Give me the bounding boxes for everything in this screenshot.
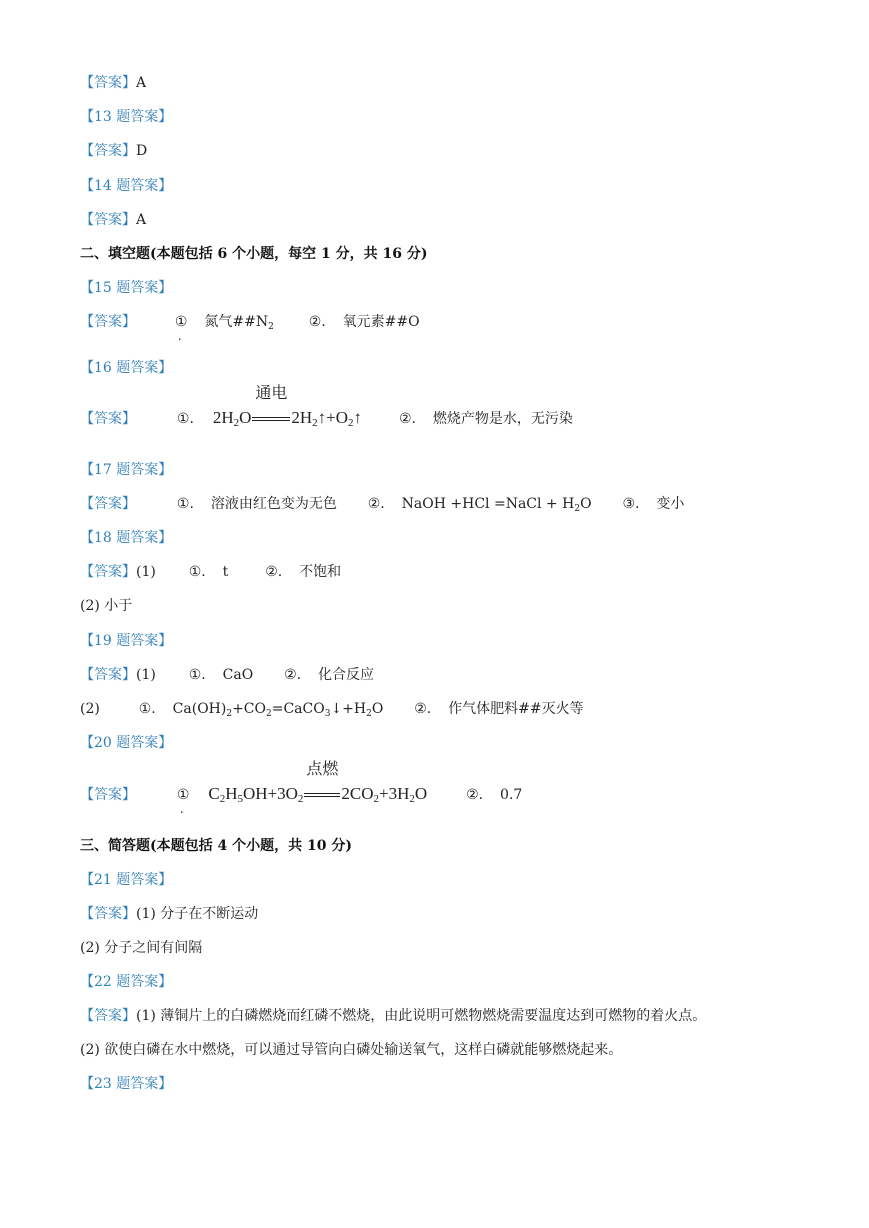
answer-part: 燃烧产物是水，无污染 — [432, 411, 573, 427]
item-marker: ①. — [176, 411, 194, 427]
question-tag: 【21 题答案】 — [80, 872, 173, 888]
answer-18-part-2 — [80, 596, 132, 616]
answer-part: CaO — [222, 667, 254, 683]
sub-question-number: (1) — [136, 667, 156, 683]
question-21-heading — [80, 870, 172, 890]
chemical-equation: $C_2H_5OH+3O_2$ 点燃 $2CO_2+3H_2O$ — [208, 761, 428, 805]
answer-part: t — [222, 564, 229, 580]
answer-text: (1) 分子在不断运动 — [136, 906, 259, 922]
question-19-heading — [80, 631, 172, 651]
question-16-heading — [80, 358, 172, 378]
answer-tag: 【答案】 — [80, 787, 136, 803]
answer-part: 化合反应 — [318, 667, 375, 683]
answer-part: 不饱和 — [299, 564, 342, 580]
question-tag: 【17 题答案】 — [80, 462, 173, 478]
item-marker: ②. — [414, 701, 432, 717]
question-14-heading — [80, 176, 172, 196]
answer-13 — [80, 141, 147, 161]
answer-tag: 【答案】 — [80, 212, 136, 228]
item-marker: ②. — [398, 411, 416, 427]
question-18-heading — [80, 528, 172, 548]
answer-tag: 【答案】 — [80, 411, 136, 427]
question-tag: 【18 题答案】 — [80, 530, 173, 546]
answer-text: A — [136, 212, 147, 228]
answer-text: D — [136, 143, 148, 159]
answer-text: (1) 薄铜片上的白磷燃烧而红磷不燃烧，由此说明可燃物燃烧需要温度达到可燃物的着火点。 — [136, 1008, 707, 1024]
reaction-condition: 通电 — [255, 385, 288, 402]
subscript: 2 — [574, 504, 581, 514]
question-tag: 【19 题答案】 — [80, 633, 173, 649]
answer-21-part-2 — [80, 938, 202, 958]
item-marker: ①. — [188, 564, 206, 580]
answer-tag: 【答案】 — [80, 75, 136, 91]
answer-part: 氧元素##O — [342, 314, 420, 330]
item-marker: ②. — [284, 667, 302, 683]
question-tag: 【15 题答案】 — [80, 280, 173, 296]
item-marker: ① . — [177, 787, 190, 803]
answer-15 — [80, 312, 420, 332]
answer-20 — [80, 761, 523, 805]
answer-part: 作气体肥料##灭火等 — [448, 701, 584, 717]
question-20-heading — [80, 733, 172, 753]
section-title: 三、简答题(本题包括 4 个小题，共 10 分) — [80, 838, 352, 854]
answer-tag: 【答案】 — [80, 314, 136, 330]
answer-part: NaOH +HCl =NaCl + H — [401, 496, 575, 512]
answer-17: 【答案】 ①. 溶液由红色变为无色 ②. NaOH +HCl =NaCl + $H_2O$ ③. 变小 — [80, 496, 685, 514]
question-tag: 【22 题答案】 — [80, 974, 173, 990]
section-title: 二、填空题(本题包括 6 个小题，每空 1 分，共 16 分) — [80, 246, 428, 262]
question-23-heading — [80, 1074, 172, 1094]
question-tag: 【20 题答案】 — [80, 735, 173, 751]
answer-22-part-2 — [80, 1040, 622, 1060]
answer-tag: 【答案】 — [80, 496, 136, 512]
reaction-arrow — [252, 385, 290, 428]
answer-text: (2) 欲使白磷在水中燃烧，可以通过导管向白磷处输送氧气，这样白磷就能够燃烧起来。 — [80, 1042, 623, 1058]
answer-part: 溶液由红色变为无色 — [210, 496, 337, 512]
question-17-heading — [80, 460, 172, 480]
answer-tag: 【答案】 — [80, 143, 136, 159]
answer-22 — [80, 1006, 706, 1026]
question-tag: 【13 题答案】 — [80, 109, 173, 125]
reaction-condition: 点燃 — [306, 761, 339, 778]
answer-tag: 【答案】 — [80, 564, 136, 580]
question-15-heading — [80, 278, 172, 298]
chemical-equation: $2H_2O$ 通电 $2H_2↑+O_2↑$ — [212, 385, 363, 429]
reaction-arrow — [304, 761, 340, 804]
item-marker: ②. — [367, 496, 385, 512]
item-marker: ③. — [622, 496, 640, 512]
answer-19-part-2 — [80, 699, 584, 719]
answer-19 — [80, 665, 374, 685]
answer-part: 0.7 — [500, 787, 523, 803]
question-tag: 【16 题答案】 — [80, 360, 173, 376]
item-marker: ①. — [188, 667, 206, 683]
item-marker: ①. — [138, 701, 156, 717]
answer-text: (2) 小于 — [80, 598, 133, 614]
question-22-heading — [80, 972, 172, 992]
answer-tag: 【答案】 — [80, 1008, 136, 1024]
answer-16 — [80, 385, 573, 429]
answer-tag: 【答案】 — [80, 667, 136, 683]
chemical-equation: $Ca(OH)_2+CO_2=CaCO_3↓+H_2O$ — [172, 701, 384, 719]
answer-text: (2) 分子之间有间隔 — [80, 940, 203, 956]
section-3-heading — [80, 836, 352, 856]
answer-part: 变小 — [656, 496, 685, 512]
answer-18 — [80, 562, 341, 582]
item-marker: ①. — [176, 496, 194, 512]
item-marker: ②. — [466, 787, 484, 803]
answer-21 — [80, 904, 258, 924]
item-marker: ① . — [175, 314, 188, 330]
sub-question-number: (2) — [80, 701, 100, 717]
question-13-heading — [80, 107, 172, 127]
subscript: 2 — [268, 322, 274, 332]
item-marker: ②. — [308, 314, 326, 330]
section-2-heading — [80, 244, 427, 264]
answer-text: A — [136, 75, 147, 91]
question-tag: 【14 题答案】 — [80, 178, 173, 194]
answer-part: 氮气##N — [204, 314, 269, 330]
answer-14 — [80, 210, 146, 230]
item-marker: ②. — [265, 564, 283, 580]
sub-question-number: (1) — [136, 564, 156, 580]
answer-tag: 【答案】 — [80, 906, 136, 922]
answer-12 — [80, 73, 146, 93]
question-tag: 【23 题答案】 — [80, 1076, 173, 1092]
